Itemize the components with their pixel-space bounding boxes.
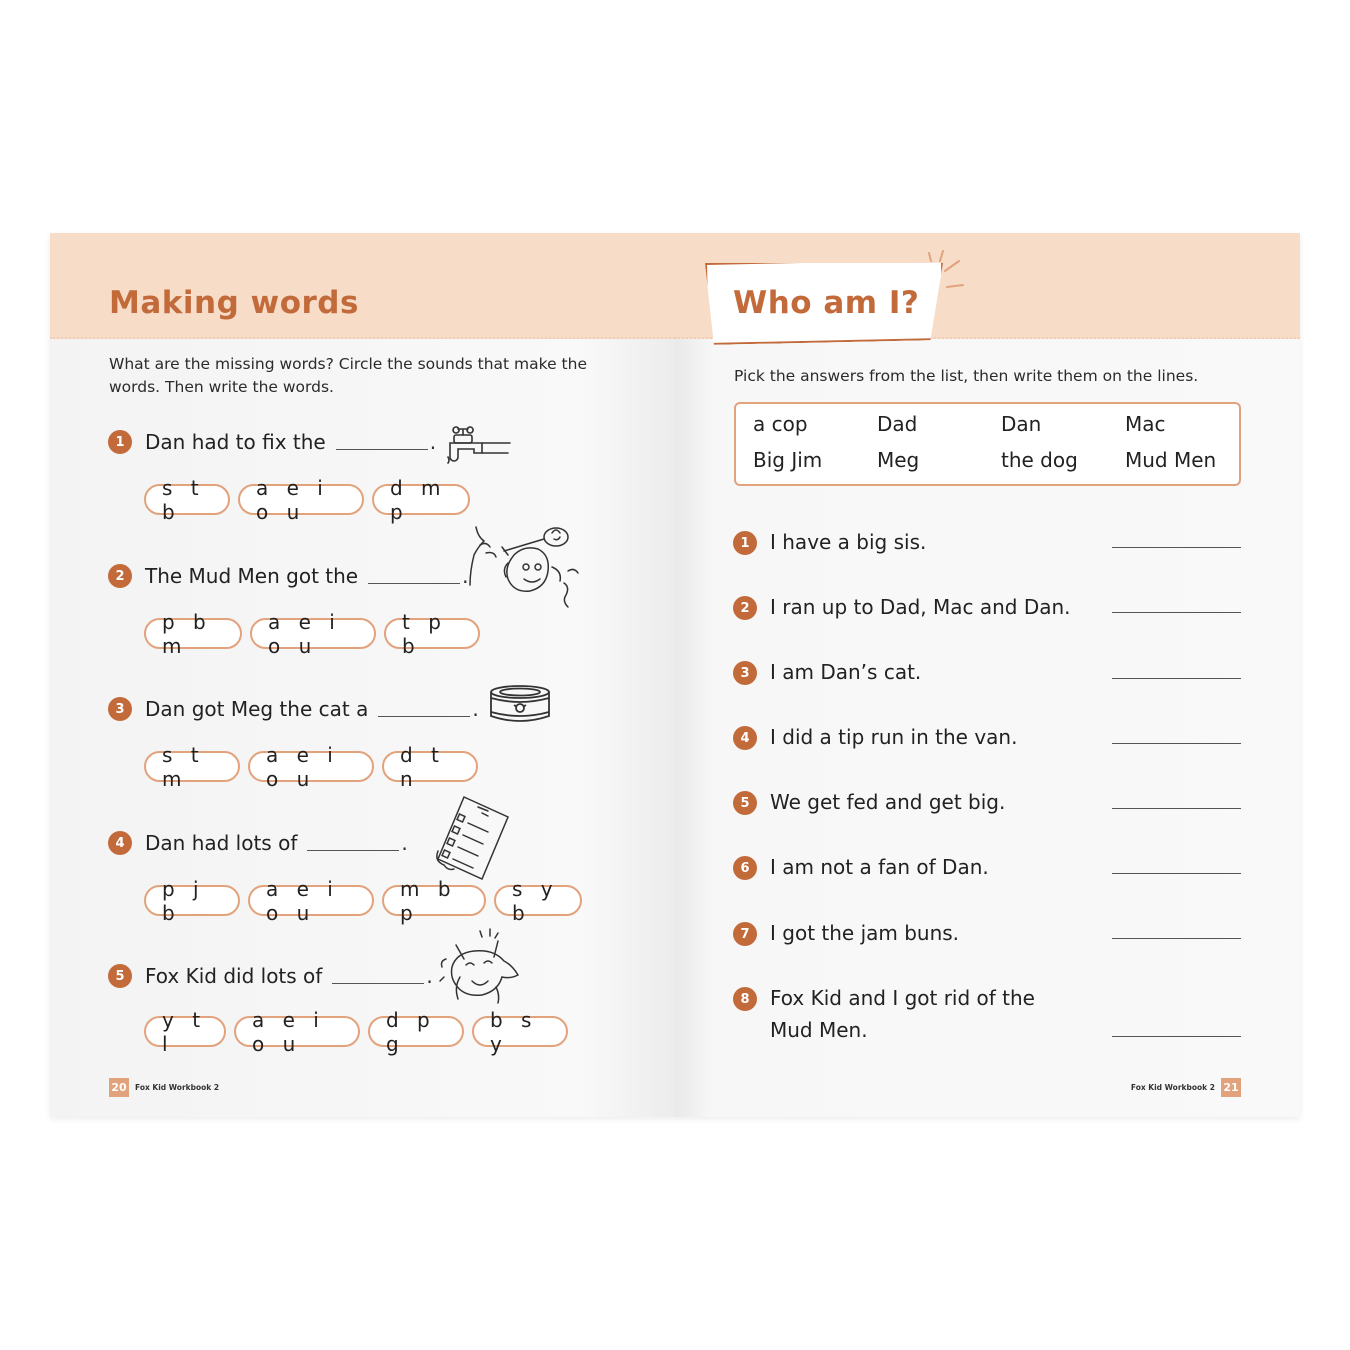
answer-option: a cop [753, 412, 808, 436]
question-text-line-2: Mud Men. [770, 1018, 868, 1042]
answer-option: Mac [1125, 412, 1166, 436]
option-pill[interactable]: p j b [144, 885, 240, 916]
instructions: Pick the answers from the list, then write them on the lines. [734, 367, 1199, 385]
option-pill[interactable]: d p g [368, 1016, 464, 1047]
question-1 [733, 530, 926, 558]
page-footer [1131, 1078, 1241, 1097]
answer-blank[interactable] [332, 969, 424, 984]
question-number: 1 [733, 531, 757, 555]
page-number: 20 [109, 1078, 129, 1097]
question-text: Dan had to fix the [145, 430, 326, 454]
fox-kid-icon [436, 927, 520, 1007]
answer-blank[interactable] [368, 569, 460, 584]
answer-option: Mud Men [1125, 448, 1217, 472]
option-pill[interactable]: d t n [382, 751, 478, 782]
page-title: Making words [109, 285, 359, 321]
question-number: 5 [733, 791, 757, 815]
question-text-line-1: Fox Kid and I got rid of the [770, 986, 1035, 1010]
page-footer [109, 1078, 219, 1097]
answer-line[interactable] [1112, 873, 1241, 874]
question-text: Dan had lots of [145, 831, 298, 855]
option-pill[interactable]: a e i o u [248, 751, 374, 782]
question-8 [733, 986, 1035, 1046]
page-number: 21 [1221, 1078, 1241, 1097]
option-pill[interactable]: t p b [384, 618, 480, 649]
question-text: I did a tip run in the van. [770, 725, 1018, 749]
question-text: I am Dan’s cat. [770, 660, 922, 684]
question-number: 3 [733, 661, 757, 685]
answer-option: the dog [1001, 448, 1078, 472]
question-number: 6 [733, 856, 757, 880]
answer-list [734, 402, 1241, 486]
question-2: 2 The Mud Men got the . [108, 562, 468, 590]
question-number: 1 [108, 430, 132, 454]
tap-icon [440, 423, 512, 465]
answer-line[interactable] [1112, 938, 1241, 939]
option-row-1 [144, 475, 470, 524]
footer-text: Fox Kid Workbook 2 [135, 1083, 220, 1092]
answer-option: Meg [877, 448, 920, 472]
question-3 [733, 660, 921, 688]
option-pill[interactable]: s t b [144, 484, 230, 515]
option-pill[interactable]: y t l [144, 1016, 226, 1047]
option-pill[interactable]: d m p [372, 484, 470, 515]
option-pill[interactable]: m b p [382, 885, 486, 916]
question-text: I ran up to Dad, Mac and Dan. [770, 595, 1071, 619]
option-pill[interactable]: a e i o u [238, 484, 364, 515]
option-pill[interactable]: a e i o u [234, 1016, 360, 1047]
question-4: 4 Dan had lots of . [108, 829, 408, 857]
question-number: 2 [733, 596, 757, 620]
question-number: 4 [733, 726, 757, 750]
question-6 [733, 855, 989, 883]
left-page [50, 233, 675, 1117]
question-text: I am not a fan of Dan. [770, 855, 989, 879]
answer-blank[interactable] [336, 435, 428, 450]
answer-line[interactable] [1112, 612, 1241, 613]
instructions: What are the missing words? Circle the sounds that make the words. Then write the words. [109, 355, 587, 396]
answer-option: Dad [877, 412, 918, 436]
answer-line[interactable] [1112, 547, 1241, 548]
mud-men-icon [468, 523, 584, 611]
tin-can-icon [488, 683, 552, 725]
sparkle-icon [927, 241, 977, 291]
option-pill[interactable]: a e i o u [250, 618, 376, 649]
question-5: 5 Fox Kid did lots of . [108, 962, 433, 990]
question-number: 7 [733, 922, 757, 946]
to-do-list-icon [434, 793, 514, 885]
option-row-2 [144, 609, 480, 658]
answer-option: Dan [1001, 412, 1042, 436]
question-3: 3 Dan got Meg the cat a . [108, 695, 479, 723]
option-pill[interactable]: s y b [494, 885, 582, 916]
option-row-5 [144, 1007, 568, 1056]
question-text [770, 982, 1035, 1046]
question-5 [733, 790, 1005, 818]
option-row-3 [144, 742, 478, 791]
question-4 [733, 725, 1017, 753]
question-text: I have a big sis. [770, 530, 927, 554]
workbook-spread [50, 233, 1300, 1117]
question-number: 3 [108, 697, 132, 721]
answer-line[interactable] [1112, 743, 1241, 744]
question-text: The Mud Men got the [145, 564, 359, 588]
answer-blank[interactable] [378, 702, 470, 717]
question-1: 1 Dan had to fix the . [108, 428, 436, 456]
option-pill[interactable]: s t m [144, 751, 240, 782]
option-pill[interactable]: a e i o u [248, 885, 374, 916]
answer-line[interactable] [1112, 808, 1241, 809]
option-pill[interactable]: b s y [472, 1016, 568, 1047]
answer-option: Big Jim [753, 448, 823, 472]
question-number: 4 [108, 831, 132, 855]
question-text: Dan got Meg the cat a [145, 697, 369, 721]
question-text: Fox Kid did lots of [145, 964, 323, 988]
answer-blank[interactable] [307, 836, 399, 851]
option-row-4 [144, 876, 582, 925]
question-number: 2 [108, 564, 132, 588]
question-number: 5 [108, 964, 132, 988]
answer-line[interactable] [1112, 1036, 1241, 1037]
option-pill[interactable]: p b m [144, 618, 242, 649]
footer-text: Fox Kid Workbook 2 [1130, 1083, 1215, 1092]
right-page [675, 233, 1300, 1117]
question-number: 8 [733, 987, 757, 1011]
question-text: I got the jam buns. [770, 921, 960, 945]
page-title: Who am I? [733, 285, 920, 321]
question-7 [733, 921, 959, 949]
answer-line[interactable] [1112, 678, 1241, 679]
question-text: We get fed and get big. [770, 790, 1006, 814]
question-2 [733, 595, 1071, 623]
